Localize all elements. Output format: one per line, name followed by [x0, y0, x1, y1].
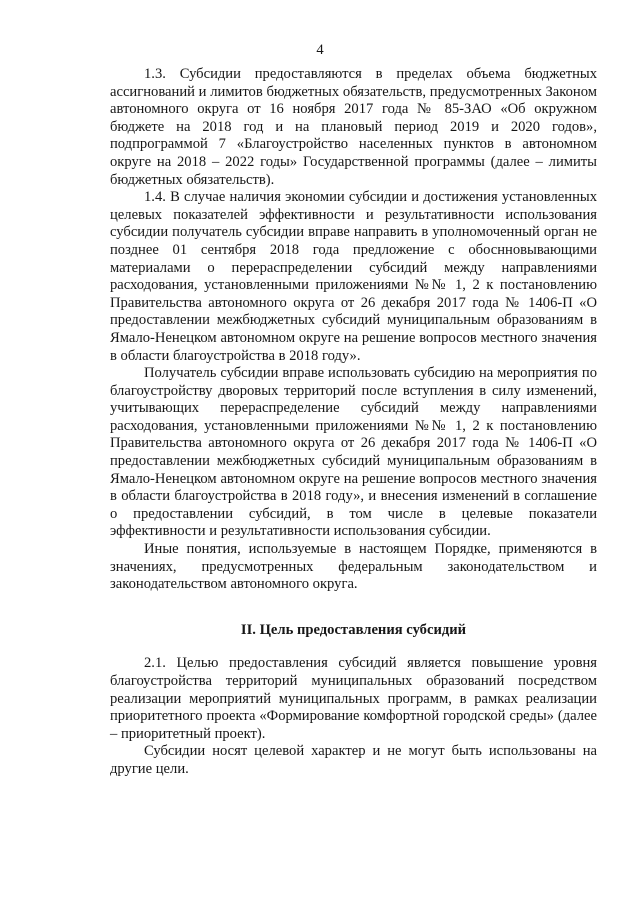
paragraph-1-3: 1.3. Субсидии предоставляются в пределах объема бюджетных ассигнований и лимитов бюджетных обязательств, предусмотренных Законом автономного округа от 16 ноября 2017 года № 85-ЗАО «Об окружном бюджете на 2018 год и на плановый период 2019 и 2020 годов», подпрограммой 7 «Благоустройство населенных пунктов в автономном округе на 2018 – 2022 годы» Государственной программы (далее – лимиты бюджетных обязательств).: [110, 66, 597, 188]
paragraph-2-1: 2.1. Целью предоставления субсидий является повышение уровня благоустройства территорий муниципальных образований посредством реализации мероприятий муниципальных программ, в рамках реализации приоритетного проекта «Формирование комфортной городской среды» (далее – приоритетный проект).: [110, 655, 597, 742]
paragraph-recipient-rights: Получатель субсидии вправе использовать субсидию на мероприятия по благоустройству дворовых территорий после вступления в силу изменений, учитывающих перераспределение субсидий между направлениями расходования, установленными приложениями №№ 1, 2 к постановлению Правительства автономного округа от 26 декабря 2017 года № 1406-П «О предоставлении межбюджетных субсидий муниципальным образованиям в Ямало-Ненецком автономном округе на решение вопросов местного значения в области благоустройства в 2018 году», и внесения изменений в соглашение о предоставлении субсидий, в том числе в целевые показатели эффективности и результативности использования субсидии.: [110, 365, 597, 540]
paragraph-1-4: 1.4. В случае наличия экономии субсидии и достижения установленных целевых показателей эффективности и результативности использования субсидии получатель субсидии вправе направить в уполномоченный орган не позднее 01 сентября 2018 года предложение с обоснновывающими материалами о перераспределении субсидий между направлениями расходования, установленными приложениями №№ 1, 2 к постановлению Правительства автономного округа от 26 декабря 2017 года № 1406-П «О предоставлении межбюджетных субсидий муниципальным образованиям в Ямало-Ненецком автономном округе на решение вопросов местного значения в области благоустройства в 2018 году».: [110, 189, 597, 364]
page-number: 4: [316, 42, 324, 58]
section-heading: II. Цель предоставления субсидий: [240, 621, 467, 638]
paragraph-other-concepts: Иные понятия, используемые в настоящем Порядке, применяются в значениях, предусмотренных федеральным законодательством и законодательством автономного округа.: [110, 541, 597, 593]
document-body: [110, 66, 597, 779]
paragraph-targeted-use: Субсидии носят целевой характер и не могут быть использованы на другие цели.: [110, 743, 597, 777]
